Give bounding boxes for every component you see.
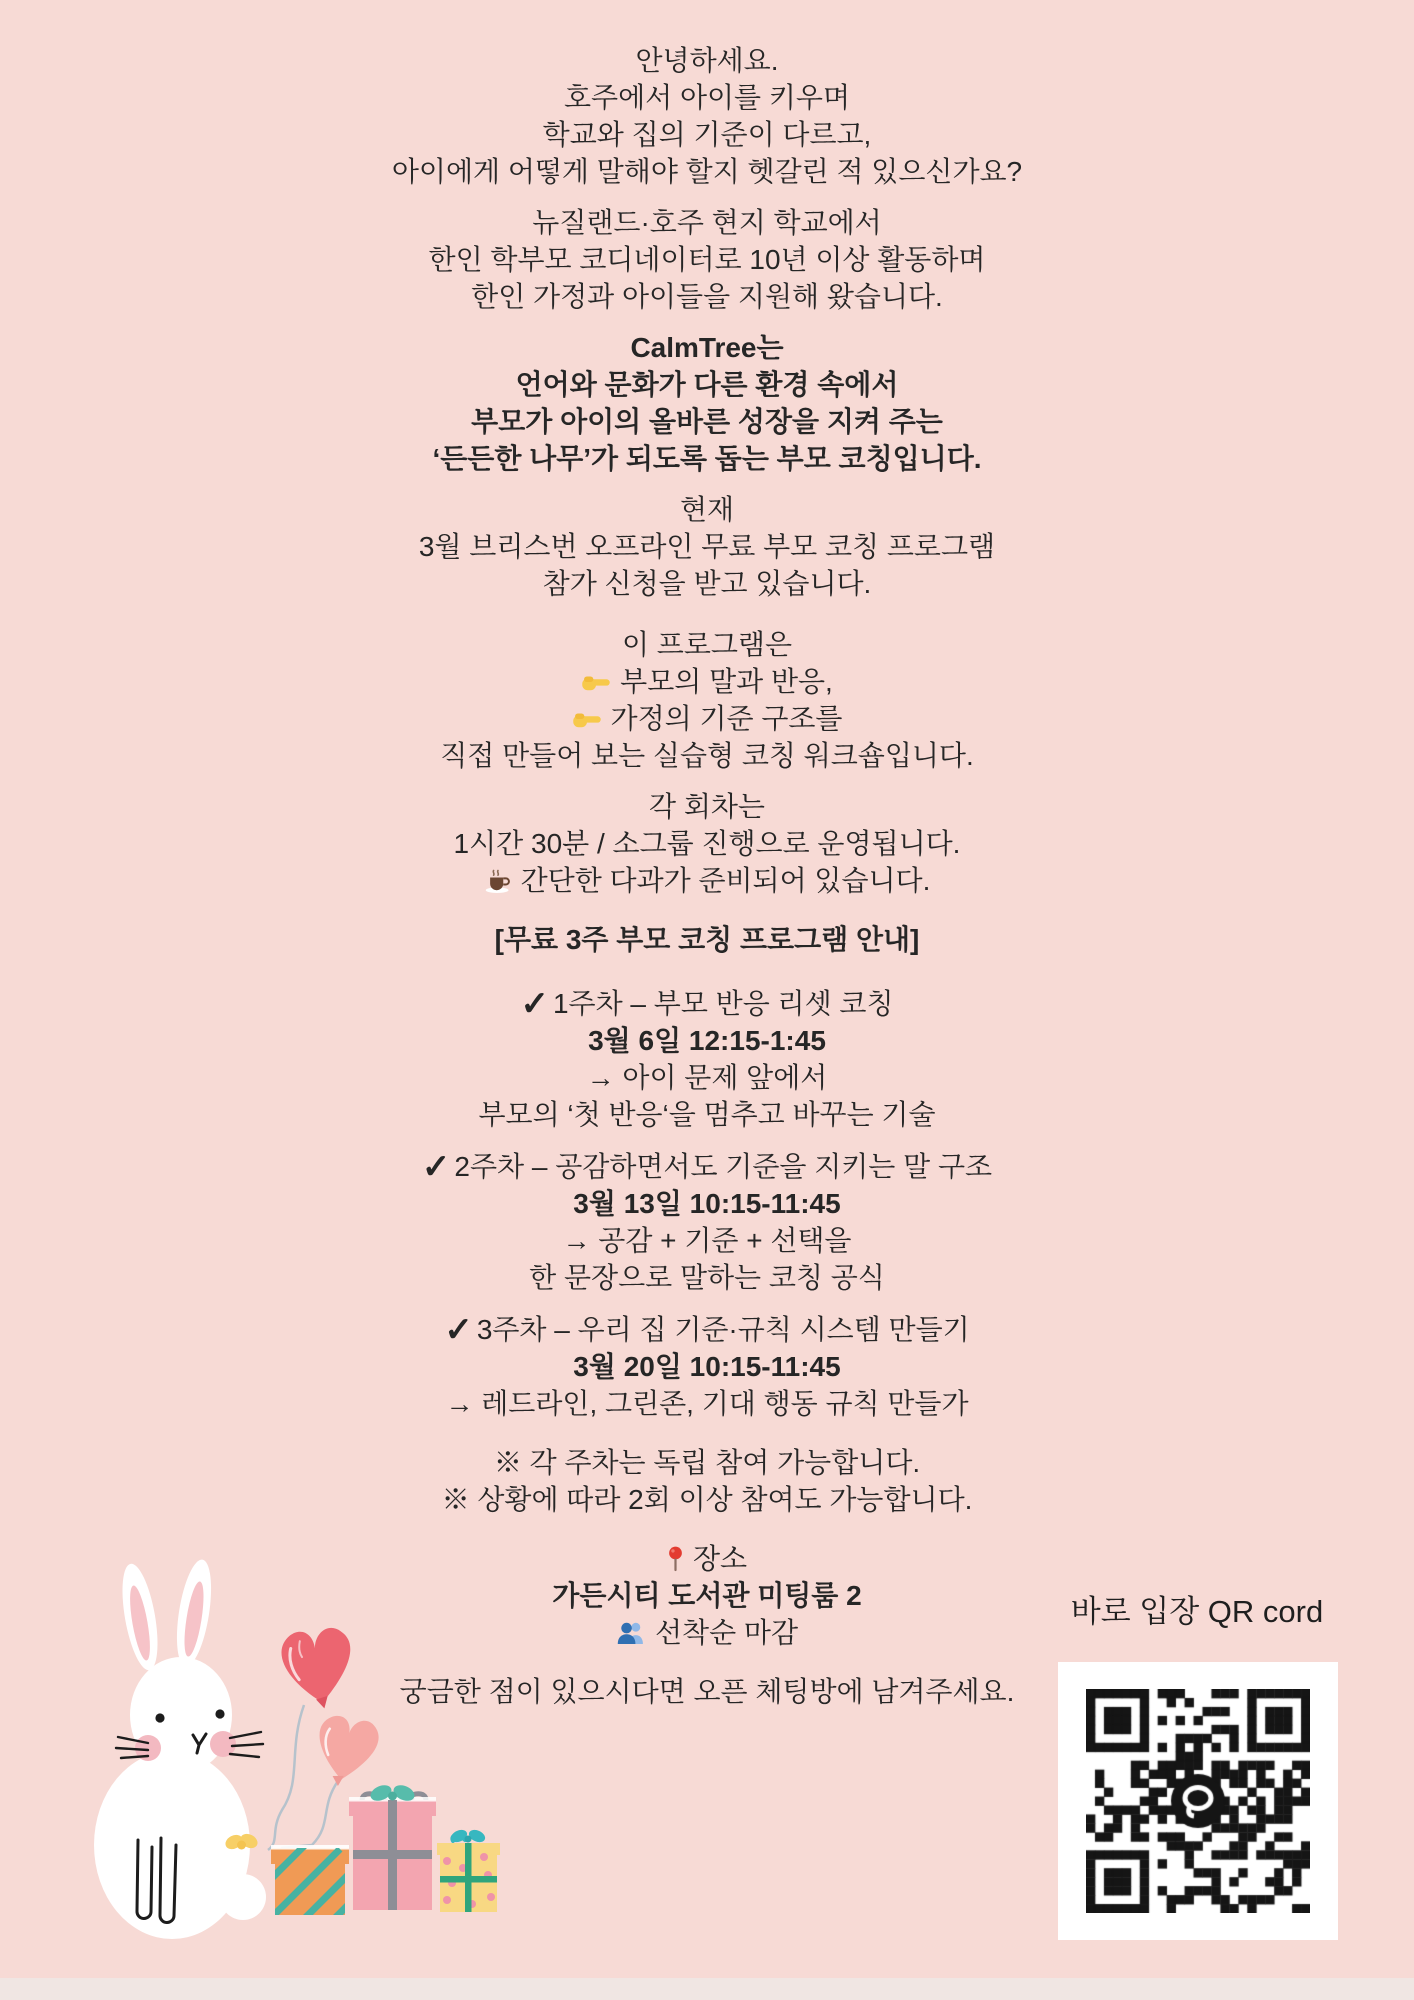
career-line: 뉴질랜드·호주 현지 학교에서 <box>532 207 882 238</box>
note-line: ※ 상황에 따라 2회 이상 참여도 가능합니다. <box>441 1484 973 1515</box>
round-pushpin-icon <box>667 1545 684 1573</box>
intro-line: 아이에게 어떻게 말해야 할지 헷갈린 적 있으신가요? <box>391 156 1023 187</box>
gift-pink <box>349 1782 436 1910</box>
program-bullet-line <box>0 663 1414 700</box>
career-line: 한인 학부모 코디네이터로 10년 이상 활동하며 <box>428 244 986 275</box>
intro-line: 호주에서 아이를 키우며 <box>563 82 851 113</box>
week-title <box>0 1147 1414 1185</box>
week3-block <box>0 1310 1414 1422</box>
qr-code-pattern <box>1086 1689 1310 1913</box>
week-desc: → 공감 + 기준 + 선택을 <box>562 1225 852 1256</box>
qr-code <box>1058 1662 1338 1940</box>
current-paragraph <box>0 491 1414 602</box>
week-datetime: 3월 6일 12:15-1:45 <box>588 1025 826 1056</box>
week-title <box>0 1310 1414 1348</box>
career-paragraph <box>0 204 1414 315</box>
intro-line: 안녕하세요. <box>635 45 779 76</box>
bunny-illustration <box>60 1545 520 1995</box>
program-line: 이 프로그램은 <box>621 629 793 660</box>
bottom-strip <box>0 1978 1414 2000</box>
current-line: 현재 <box>679 494 735 525</box>
program-bullet-line <box>0 700 1414 737</box>
career-line: 한인 가정과 아이들을 지원해 왔습니다. <box>471 281 943 312</box>
current-line: 참가 신청을 받고 있습니다. <box>542 568 872 599</box>
balloon-string <box>268 1705 304 1850</box>
week-desc: 한 문장으로 말하는 코칭 공식 <box>529 1262 885 1293</box>
venue-name: 가든시티 도서관 미팅룸 2 <box>552 1580 862 1611</box>
calmtree-line: 언어와 문화가 다른 환경 속에서 <box>515 369 899 400</box>
week-title-text: 2주차 – 공감하면서도 기준을 지키는 말 구조 <box>454 1151 993 1182</box>
calmtree-line: 부모가 아이의 올바른 성장을 지켜 주는 <box>471 406 943 437</box>
bunny <box>94 1557 266 1939</box>
intro-paragraph <box>0 42 1414 190</box>
week-datetime: 3월 20일 10:15-11:45 <box>573 1351 841 1382</box>
two-people-icon <box>616 1620 646 1645</box>
week1-block <box>0 984 1414 1133</box>
gift-yellow <box>437 1828 500 1912</box>
week-title-text: 1주차 – 부모 반응 리셋 코칭 <box>552 988 894 1019</box>
calmtree-line: ‘든든한 나무’가 되도록 돕는 부모 코칭입니다. <box>432 443 982 474</box>
heart-balloon-pink <box>311 1713 381 1791</box>
session-refreshment-text: 간단한 다과가 준비되어 있습니다. <box>520 865 931 896</box>
check-icon: ✓ <box>421 1148 451 1186</box>
week-datetime: 3월 13일 10:15-11:45 <box>573 1188 841 1219</box>
intro-line: 학교와 집의 기준이 다르고, <box>542 119 872 150</box>
week2-block <box>0 1147 1414 1296</box>
week-title <box>0 984 1414 1022</box>
check-icon: ✓ <box>520 985 549 1023</box>
program-line: 직접 만들어 보는 실습형 코칭 워크숍입니다. <box>440 740 974 771</box>
pointing-right-hand-icon <box>572 708 602 730</box>
program-bullet-text: 가정의 기준 구조를 <box>610 703 843 734</box>
note-line: ※ 각 주차는 독립 참여 가능합니다. <box>493 1447 921 1478</box>
session-line: 각 회차는 <box>649 791 765 822</box>
week-title-text: 3주차 – 우리 집 기준·규칙 시스템 만들기 <box>476 1314 970 1345</box>
program-paragraph <box>0 626 1414 774</box>
notes-block <box>0 1444 1414 1518</box>
week-desc: 부모의 ‘첫 반응‘을 멈추고 바꾸는 기술 <box>478 1099 936 1130</box>
check-icon: ✓ <box>444 1311 473 1349</box>
pointing-right-hand-icon <box>581 671 611 693</box>
coffee-cup-icon <box>484 868 512 894</box>
current-line: 3월 브리스번 오프라인 무료 부모 코칭 프로그램 <box>418 531 996 562</box>
venue-capacity: 선착순 마감 <box>654 1617 799 1648</box>
heart-balloon-red <box>279 1625 358 1713</box>
session-line: 1시간 30분 / 소그룹 진행으로 운영됩니다. <box>453 828 961 859</box>
contact-line: 궁금한 점이 있으시다면 오픈 체팅방에 남겨주세요. <box>399 1676 1015 1707</box>
week-desc: → 아이 문제 앞에서 <box>586 1062 828 1093</box>
session-refreshment-line <box>0 862 1414 899</box>
program-heading: [무료 3주 부모 코칭 프로그램 안내] <box>494 924 920 955</box>
week-desc: → 레드라인, 그린존, 기대 행동 규칙 만들가 <box>445 1388 969 1419</box>
qr-label: 바로 입장 QR cord <box>1070 1594 1324 1629</box>
calmtree-line: CalmTree는 <box>630 332 784 363</box>
session-paragraph <box>0 788 1414 899</box>
program-bullet-text: 부모의 말과 반응, <box>620 666 833 697</box>
calmtree-paragraph <box>0 329 1414 477</box>
venue-label: 장소 <box>692 1543 748 1574</box>
